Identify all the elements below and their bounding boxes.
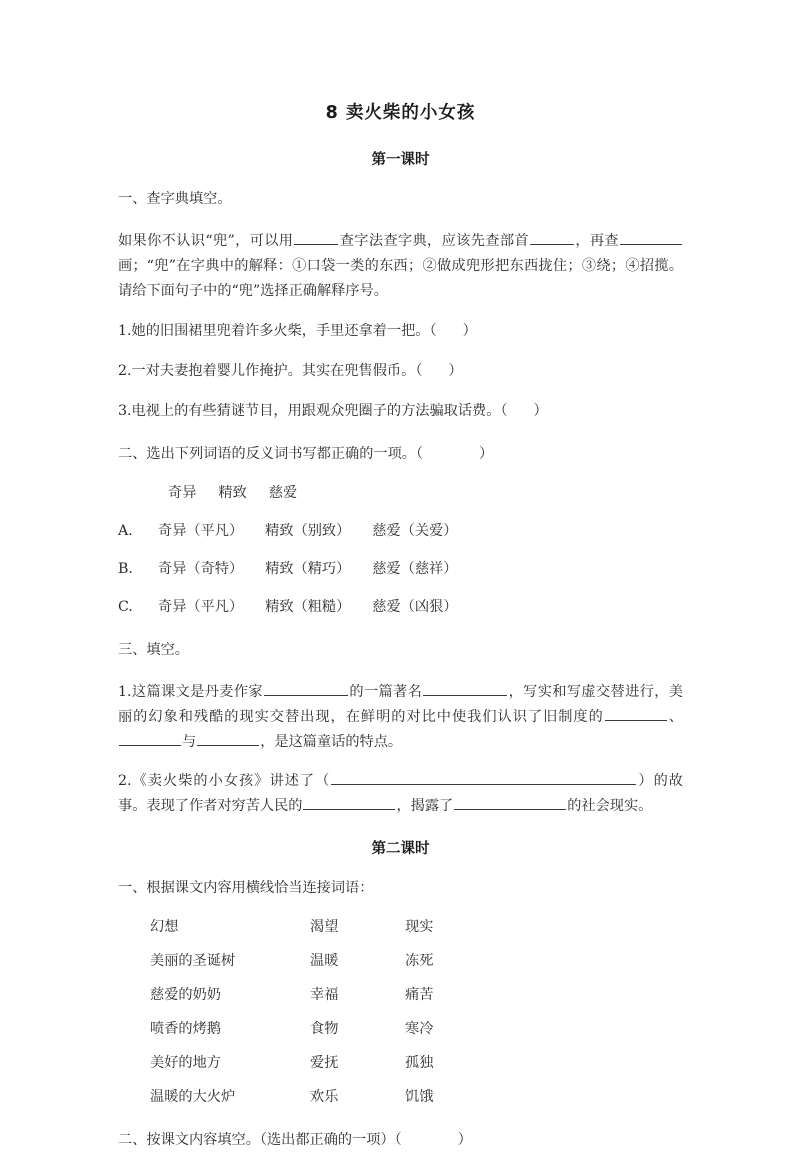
- match-row-4-col-b[interactable]: 食物: [310, 1021, 339, 1037]
- fill-2-text-a: 2.《卖火柴的小女孩》讲述了（: [118, 773, 331, 789]
- session-one-heading: 第一课时: [371, 152, 430, 168]
- dictionary-instruction: [118, 229, 683, 304]
- instruction-text-c: ，再查: [574, 233, 619, 249]
- question-1-close-paren: ）: [462, 323, 477, 339]
- option-a-label: A.: [118, 523, 133, 539]
- match-row-4-col-a[interactable]: 喷香的烤鹅: [150, 1021, 221, 1037]
- match-row-1-col-b[interactable]: 渴望: [310, 919, 339, 935]
- match-row-6-col-c[interactable]: 饥饿: [405, 1089, 434, 1105]
- question-2-text: 2.一对夫妻抱着婴儿作掩护。其实在兜售假币。（: [118, 363, 423, 379]
- fill-1-text-a: 1.这篇课文是丹麦作家: [118, 684, 263, 700]
- story-summary-blank[interactable]: [331, 769, 636, 785]
- option-a-part-1: 奇异（平凡）: [158, 523, 244, 539]
- question-item-3: [118, 399, 683, 424]
- match-row-1-col-c[interactable]: 现实: [405, 919, 434, 935]
- option-a-part-2: 精致（别致）: [265, 523, 351, 539]
- match-row-3-col-a[interactable]: 慈爱的奶奶: [150, 987, 221, 1003]
- option-b-label: B.: [118, 561, 133, 577]
- section-three-heading: 三、填空。: [118, 642, 189, 658]
- match-row-1-col-a[interactable]: 幻想: [150, 919, 179, 935]
- option-c-part-1: 奇异（平凡）: [158, 599, 244, 615]
- match-row-5-col-a[interactable]: 美好的地方: [150, 1055, 221, 1071]
- fill-1-text-f: ，是这篇童话的特点。: [260, 734, 403, 750]
- radical-blank[interactable]: [530, 229, 574, 245]
- author-blank[interactable]: [264, 680, 348, 696]
- sympathy-blank[interactable]: [303, 794, 395, 810]
- table-row: [150, 1085, 683, 1110]
- section-two-heading: [118, 442, 683, 467]
- match-row-2-col-a[interactable]: 美丽的圣诞树: [150, 953, 236, 969]
- question-2-close-paren: ）: [448, 363, 463, 379]
- match-row-3-col-c[interactable]: 痛苦: [405, 987, 434, 1003]
- fill-2-text-c: ，揭露了: [396, 798, 454, 814]
- match-row-4-col-c[interactable]: 寒冷: [405, 1021, 434, 1037]
- option-b-parts: [158, 557, 479, 582]
- question-item-1: [118, 319, 683, 344]
- fill-blank-item-2: [118, 769, 683, 819]
- option-a-parts: [158, 519, 479, 544]
- session-two-section-two-heading: [118, 1128, 683, 1153]
- match-row-2-col-c[interactable]: 冻死: [405, 953, 434, 969]
- option-a-part-3: 慈爱（关爱）: [372, 523, 458, 539]
- choice-option-b[interactable]: [118, 557, 683, 582]
- fill-1-text-e: 与: [182, 734, 197, 750]
- sample-word-3: 慈爱: [268, 485, 298, 501]
- match-row-6-col-b[interactable]: 欢乐: [310, 1089, 339, 1105]
- instruction-text-a: 如果你不认识“兜”，可以用: [118, 233, 294, 249]
- section-two-heading-text: 二、选出下列词语的反义词书写都正确的一项。（: [118, 446, 424, 462]
- choice-option-list: [118, 519, 683, 620]
- question-1-text: 1.她的旧围裙里兜着许多火柴，手里还拿着一把。（: [118, 323, 437, 339]
- option-c-part-2: 精致（粗糙）: [265, 599, 351, 615]
- session-two-section-two-close-paren: ）: [457, 1132, 472, 1148]
- option-c-label: C.: [118, 599, 133, 615]
- sample-word-1: 奇异: [168, 485, 197, 501]
- table-row: [150, 915, 683, 940]
- match-row-3-col-b[interactable]: 幸福: [310, 987, 339, 1003]
- option-b-part-2: 精致（精巧）: [265, 561, 351, 577]
- option-c-parts: [158, 595, 479, 620]
- genre-blank[interactable]: [423, 680, 507, 696]
- stroke-count-blank[interactable]: [620, 229, 682, 245]
- match-row-2-col-b[interactable]: 温暖: [310, 953, 339, 969]
- fill-1-text-c: ，写实和写虚交替进行，美丽的幻象和残酷的现实交替出现，在鲜明的对比中使我们认识了旧制度的: [118, 684, 683, 725]
- fill-1-text-b: 的一篇著名: [349, 684, 423, 700]
- dictionary-method-blank[interactable]: [294, 229, 338, 245]
- fill-blank-item-1: [118, 680, 683, 755]
- session-two-section-two-text: 二、按课文内容填空。（选出都正确的一项）（: [118, 1132, 402, 1148]
- sample-word-list: [118, 481, 683, 506]
- choice-option-a[interactable]: [118, 519, 683, 544]
- match-row-6-col-a[interactable]: 温暖的大火炉: [150, 1089, 236, 1105]
- sample-word-2: 精致: [218, 485, 247, 501]
- option-b-part-1: 奇异（奇特）: [158, 561, 244, 577]
- page-title: 8 卖火柴的小女孩: [325, 103, 476, 123]
- instruction-text-d: 画；“兜”在字典中的解释：①口袋一类的东西；②做成兜形把东西拢住；③绕；④招揽。请给下面句子中的“兜”选择正确解释序号。: [118, 258, 683, 299]
- table-row: [150, 1017, 683, 1042]
- option-c-part-3: 慈爱（凶狠）: [372, 599, 458, 615]
- matching-table: [118, 915, 683, 1110]
- fill-1-text-d: 、: [667, 709, 683, 725]
- question-item-2: [118, 359, 683, 384]
- session-two-heading: 第二课时: [371, 841, 430, 857]
- match-row-5-col-c[interactable]: 孤独: [405, 1055, 434, 1071]
- matching-section-heading: 一、根据课文内容用横线恰当连接词语：: [118, 880, 374, 896]
- table-row: [150, 949, 683, 974]
- table-row: [150, 983, 683, 1008]
- match-row-5-col-b[interactable]: 爱抚: [310, 1055, 339, 1071]
- fill-2-text-b: ）的故事。表现了作者对穷苦人民的: [118, 773, 683, 814]
- choice-option-c[interactable]: [118, 595, 683, 620]
- option-b-part-3: 慈爱（慈祥）: [372, 561, 458, 577]
- instruction-text-b: 查字法查字典，应该先查部首: [339, 233, 529, 249]
- table-row: [150, 1051, 683, 1076]
- feature-blank-1[interactable]: [605, 705, 667, 721]
- fill-2-text-d: 的社会现实。: [567, 798, 653, 814]
- section-one-heading: 一、查字典填空。: [118, 191, 232, 207]
- question-3-close-paren: ）: [533, 403, 548, 419]
- feature-blank-2[interactable]: [119, 730, 181, 746]
- society-blank[interactable]: [454, 794, 566, 810]
- section-two-close-paren: ）: [479, 446, 494, 462]
- feature-blank-3[interactable]: [197, 730, 259, 746]
- question-3-text: 3.电视上的有些猜谜节目，用跟观众兜圈子的方法骗取话费。（: [118, 403, 508, 419]
